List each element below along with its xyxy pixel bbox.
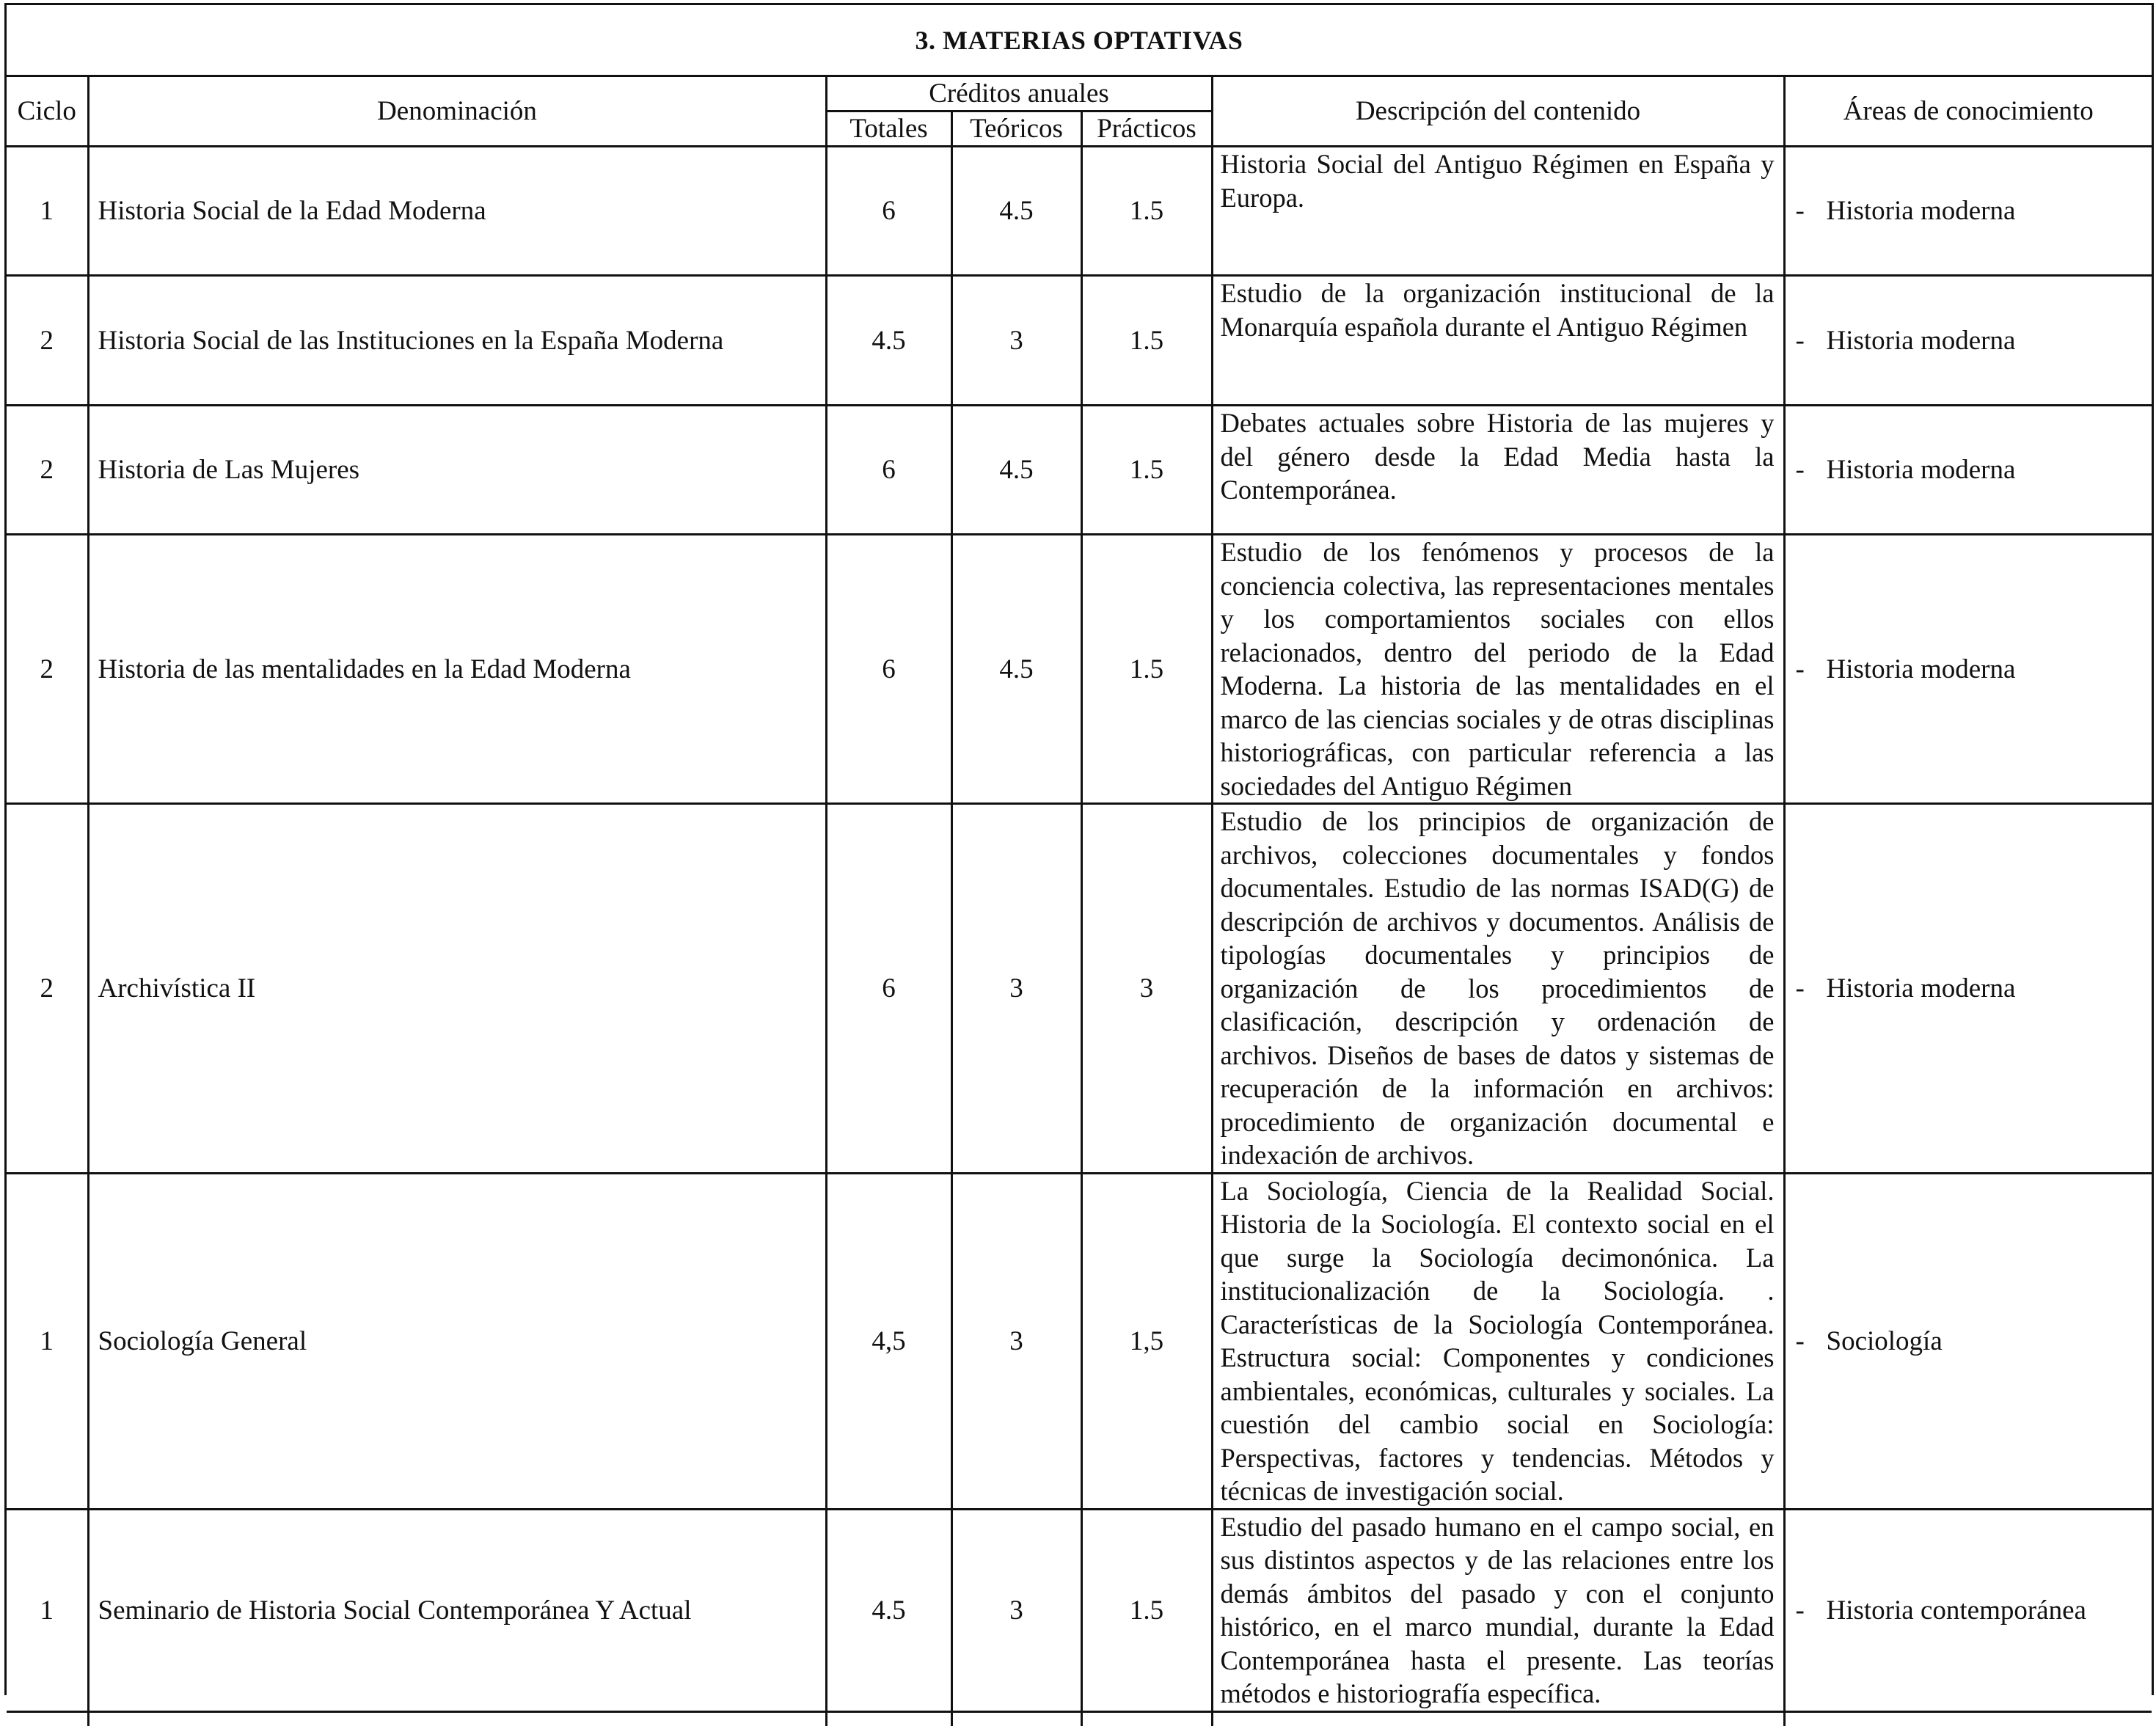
header-practicos: Prácticos [1081, 111, 1212, 147]
area-label: Historia contemporánea [1826, 1595, 2086, 1626]
totales-cell: 4.5 [826, 1509, 951, 1711]
totales-cell: 6 [826, 406, 951, 535]
ciclo-cell: 2 [7, 804, 88, 1174]
totales-cell: 4.5 [826, 276, 951, 406]
area-label: Sociología [1826, 1325, 1943, 1356]
descripcion-cell: Estudio de la organización institucional de la Monarquía española durante el Antiguo Régimen [1212, 276, 1784, 406]
ciclo-cell: 1 [7, 1173, 88, 1509]
area-cell [1784, 276, 2152, 406]
area-cell [1784, 804, 2152, 1174]
ciclo-cell: 1 [7, 147, 88, 276]
area-cell [1784, 1173, 2152, 1509]
denominacion-cell: Sociología General [88, 1173, 826, 1509]
header-areas: Áreas de conocimiento [1784, 77, 2152, 147]
header-denominacion: Denominación [88, 77, 826, 147]
area-label: Historia moderna [1826, 325, 2016, 356]
section-title: 3. MATERIAS OPTATIVAS [7, 5, 2152, 77]
teoricos-cell: 3 [951, 1173, 1081, 1509]
table-row [7, 276, 2152, 406]
list-dash: - [1795, 455, 1805, 485]
denominacion-cell: Seminario de Historia Social Contemporánea Y Actual [88, 1509, 826, 1711]
table-row [7, 147, 2152, 276]
area-label: Historia moderna [1826, 973, 2016, 1003]
descripcion-cell: La Sociología, Ciencia de la Realidad Social. Historia de la Sociología. El contexto social en el que surge la Sociología decimonónica. La institucionalización de la Sociología. . Características de la Sociología Contemporánea. Estructura social: Componentes y condiciones ambientales, económicas, culturales y sociales. La cuestión del cambio social en Sociología: Perspectivas, factores y tendencias. Métodos y técnicas de investigación social. [1212, 1173, 1784, 1509]
header-ciclo: Ciclo [7, 77, 88, 147]
denominacion-cell: Archivística II [88, 804, 826, 1174]
area-label: Historia moderna [1826, 196, 2016, 226]
totales-cell: 6 [826, 804, 951, 1174]
list-dash: - [1795, 654, 1805, 684]
document-page [4, 3, 2154, 1708]
table-row [7, 406, 2152, 535]
totales-cell: 6 [826, 147, 951, 276]
ciclo-cell: 2 [7, 276, 88, 406]
table-row [7, 1173, 2152, 1509]
teoricos-cell: 4.5 [951, 406, 1081, 535]
totales-cell: 6 [826, 535, 951, 804]
denominacion-cell: Historia Social de la Edad Moderna [88, 147, 826, 276]
table-header-row [7, 77, 2152, 111]
table-body [7, 147, 2152, 1712]
practicos-cell: 1.5 [1081, 1509, 1212, 1711]
area-cell [1784, 1509, 2152, 1711]
list-dash: - [1795, 325, 1805, 356]
denominacion-cell: Historia Social de las Instituciones en la España Moderna [88, 276, 826, 406]
practicos-cell: 1.5 [1081, 406, 1212, 535]
practicos-cell: 1.5 [1081, 276, 1212, 406]
list-dash: - [1795, 1325, 1805, 1356]
area-cell [1784, 406, 2152, 535]
practicos-cell: 1,5 [1081, 1173, 1212, 1509]
ciclo-cell: 1 [7, 1509, 88, 1711]
list-dash: - [1795, 973, 1805, 1003]
practicos-cell: 1.5 [1081, 147, 1212, 276]
area-label: Historia moderna [1826, 654, 2016, 684]
list-dash: - [1795, 1595, 1805, 1626]
area-cell [1784, 535, 2152, 804]
header-descripcion: Descripción del contenido [1212, 77, 1784, 147]
teoricos-cell: 4.5 [951, 535, 1081, 804]
ciclo-cell: 2 [7, 406, 88, 535]
descripcion-cell: Estudio de los fenómenos y procesos de la conciencia colectiva, las representaciones mentales y los comportamientos sociales con ellos relacionados, dentro del periodo de la Edad Moderna. La historia de las mentalidades en el marco de las ciencias sociales y de otras disciplinas historiográficas, con particular referencia a las sociedades del Antiguo Régimen [1212, 535, 1784, 804]
descripcion-cell: Debates actuales sobre Historia de las mujeres y del género desde la Edad Media hasta la Contemporánea. [1212, 406, 1784, 535]
practicos-cell: 3 [1081, 804, 1212, 1174]
teoricos-cell: 3 [951, 276, 1081, 406]
ciclo-cell: 2 [7, 535, 88, 804]
totales-cell: 4,5 [826, 1173, 951, 1509]
teoricos-cell: 3 [951, 1509, 1081, 1711]
table-row [7, 535, 2152, 804]
teoricos-cell: 3 [951, 804, 1081, 1174]
practicos-cell: 1.5 [1081, 535, 1212, 804]
header-totales: Totales [826, 111, 951, 147]
header-teoricos: Teóricos [951, 111, 1081, 147]
table-row [7, 804, 2152, 1174]
denominacion-cell: Historia de las mentalidades en la Edad Moderna [88, 535, 826, 804]
descripcion-cell: Estudio del pasado humano en el campo social, en sus distintos aspectos y de las relaciones entre los demás ámbitos del pasado y con el conjunto histórico, en el marco mundial, durante la Edad Contemporánea hasta el presente. Las teorías métodos e historiografía específica. [1212, 1509, 1784, 1711]
table-row [7, 1509, 2152, 1711]
list-dash: - [1795, 196, 1805, 226]
table-cut-row [7, 1711, 2152, 1726]
denominacion-cell: Historia de Las Mujeres [88, 406, 826, 535]
optional-subjects-table [7, 77, 2152, 1726]
area-label: Historia moderna [1826, 455, 2016, 485]
descripcion-cell: Historia Social del Antiguo Régimen en España y Europa. [1212, 147, 1784, 276]
teoricos-cell: 4.5 [951, 147, 1081, 276]
descripcion-cell: Estudio de los principios de organización de archivos, colecciones documentales y fondos documentales. Estudio de las normas ISAD(G) de descripción de archivos y documentos. Análisis de tipologías documentales y principios de organización de los procedimientos de clasificación, descripción y ordenación de archivos. Diseños de bases de datos y sistemas de recuperación de la información en archivos: procedimiento de organización documental e indexación de archivos. [1212, 804, 1784, 1174]
header-creditos-anuales: Créditos anuales [826, 77, 1212, 111]
area-cell [1784, 147, 2152, 276]
